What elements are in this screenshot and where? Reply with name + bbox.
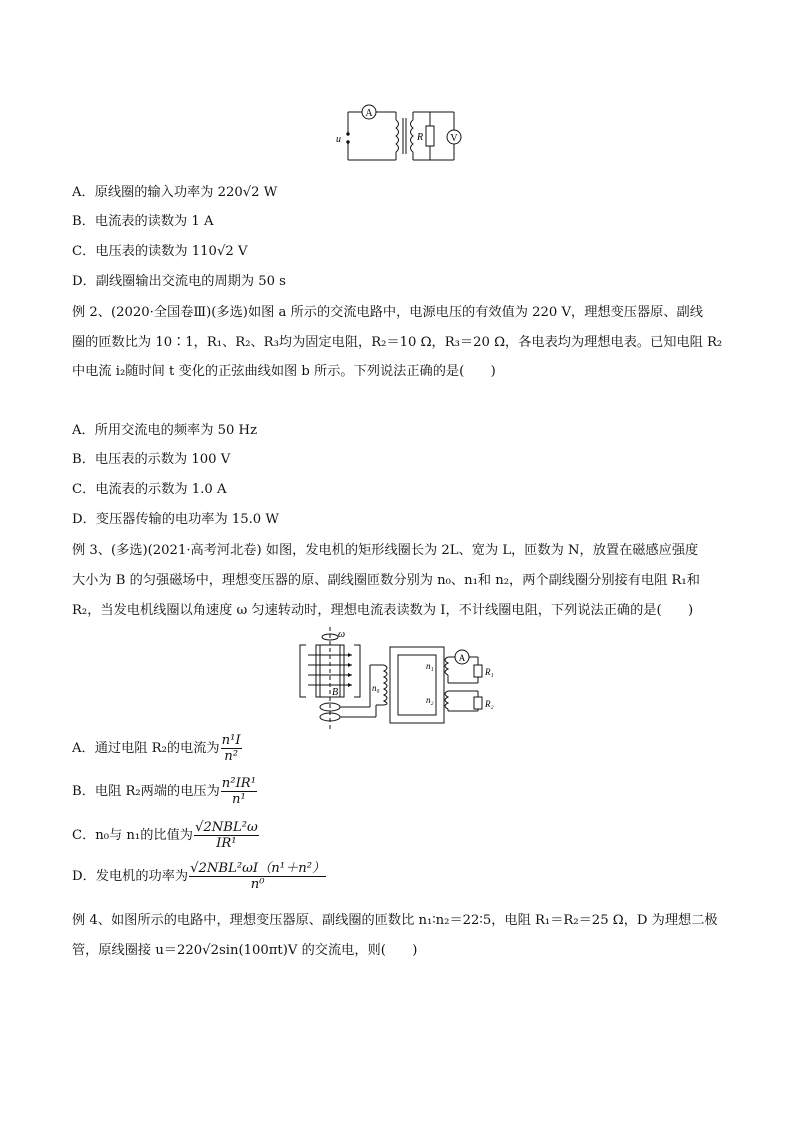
ex2-stem-line1: 例 2、(2020·全国卷Ⅲ)(多选)如图 a 所示的交流电路中，电源电压的有效值为 220 V，理想变压器原、副线 (72, 305, 703, 320)
n2-label: n₂ (426, 695, 434, 705)
ex3-option-a-text: A．通过电阻 R₂的电流为 (72, 741, 220, 756)
ex3-stem-line3: R₂，当发电机线圈以角速度 ω 匀速转动时，理想电流表读数为 I，不计线圈电阻，下列说法正确的是( ) (72, 603, 694, 618)
ex3-option-c (72, 820, 259, 851)
ex3-option-b (72, 776, 257, 807)
ex3-stem-line2: 大小为 B 的匀强磁场中，理想变压器的原、副线圈匝数分别为 n₀、n₁和 n₂，两个副线圈分别接有电阻 R₁和 (72, 573, 700, 588)
ex3-option-c-fraction (194, 820, 259, 851)
ex4-stem-line2: 管，原线圈接 u＝220√2sin(100πt)V 的交流电，则( ) (72, 943, 418, 958)
ex2-stem-line2: 圈的匝数比为 10∶1，R₁、R₂、R₃均为固定电阻，R₂＝10 Ω，R₃＝20 Ω，各电表均为理想电表。已知电阻 R₂ (72, 335, 723, 350)
voltmeter-label: V (450, 133, 458, 144)
ex3-option-b-num: n²IR¹ (221, 776, 257, 791)
ex1-option-a: A．原线圈的输入功率为 220√2 W (72, 185, 278, 200)
transformer-circuit-figure (330, 100, 465, 170)
ex1-option-d: D．副线圈输出交流电的周期为 50 s (72, 274, 286, 289)
omega-label: ω (338, 629, 346, 640)
ex2-option-d: D．变压器传输的电功率为 15.0 W (72, 512, 279, 527)
ex2-stem-line3: 中电流 i₂随时间 t 变化的正弦曲线如图 b 所示。下列说法正确的是( ) (72, 364, 496, 379)
r2-label: R₂ (485, 699, 494, 709)
ex1-option-b: B．电流表的读数为 1 A (72, 214, 214, 229)
ex3-option-a-num: n¹I (221, 733, 241, 748)
field-b-label: B (332, 687, 339, 698)
source-label: u (336, 134, 341, 145)
ex1-option-c: C．电压表的读数为 110√2 V (72, 244, 248, 259)
ex3-option-a-den: n² (224, 749, 239, 764)
ammeter-label: A (365, 108, 373, 119)
circuit-diagram-1 (330, 100, 465, 170)
ex3-option-b-fraction (221, 776, 257, 807)
ex3-option-c-text: C．n₀与 n₁的比值为 (72, 828, 193, 843)
ex3-option-d-fraction (189, 861, 326, 892)
resistor-label: R (417, 132, 424, 143)
ex2-option-a: A．所用交流电的频率为 50 Hz (72, 423, 258, 438)
r1-label: R₁ (485, 667, 494, 677)
circuit-diagram-3 (292, 625, 504, 733)
ex4-stem-line1: 例 4、如图所示的电路中，理想变压器原、副线圈的匝数比 n₁∶n₂＝22∶5，电阻 R₁＝R₂＝25 Ω，D 为理想二极 (72, 913, 718, 928)
n0-label: n₀ (372, 683, 380, 693)
ex3-option-c-den: IR¹ (216, 836, 237, 851)
ex3-option-d-den: n⁰ (250, 877, 265, 892)
ex3-option-d-num: √2NBL²ωI（n¹＋n²） (190, 861, 326, 876)
ex3-option-d-text: D．发电机的功率为 (72, 869, 189, 884)
ex2-option-c: C．电流表的示数为 1.0 A (72, 482, 227, 497)
ammeter-label: A (458, 653, 466, 663)
ex3-option-b-text: B．电阻 R₂两端的电压为 (72, 784, 220, 799)
ex3-option-a (72, 733, 242, 764)
ex2-option-b: B．电压表的示数为 100 V (72, 452, 231, 467)
ex3-option-a-fraction (221, 733, 242, 764)
generator-transformer-figure (292, 625, 504, 733)
ex3-stem-line1: 例 3、(多选)(2021·高考河北卷) 如图，发电机的矩形线圈长为 2L、宽为 L，匝数为 N，放置在磁感应强度 (72, 543, 699, 558)
ex3-option-c-num: √2NBL²ω (194, 820, 258, 835)
ex3-option-d (72, 861, 326, 892)
n1-label: n₁ (426, 661, 434, 671)
ex3-option-b-den: n¹ (232, 792, 246, 807)
